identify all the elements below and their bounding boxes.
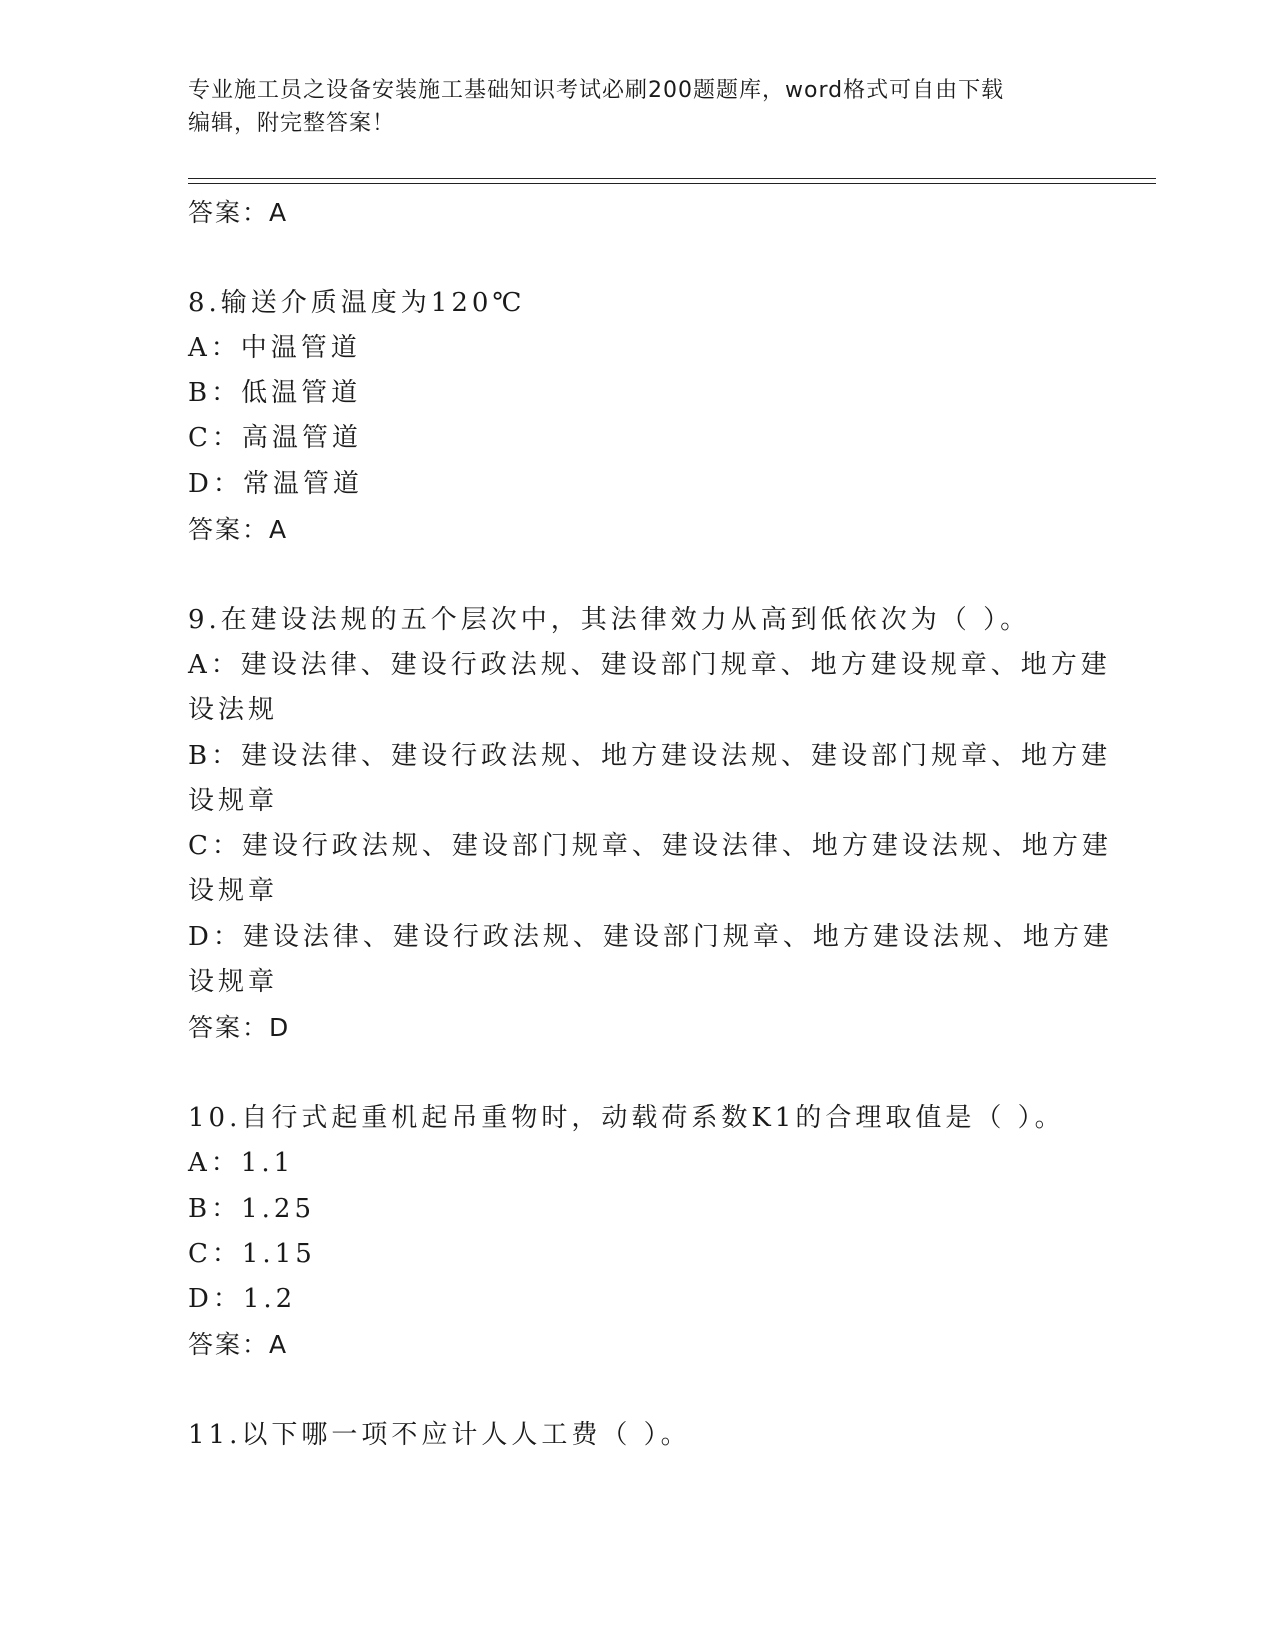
option-c: C：1.15 <box>188 1238 316 1269</box>
option-d: D：建设法律、建设行政法规、建设部门规章、地方建设法规、地方建 <box>188 921 1113 952</box>
option-b-continued: 设规章 <box>188 785 279 816</box>
option-c-continued: 设规章 <box>188 876 279 907</box>
header-divider-bottom <box>188 183 1156 184</box>
answer-line: 答案：A <box>188 198 289 227</box>
answer-line: 答案：A <box>188 1330 289 1360</box>
question-list <box>188 190 1113 1458</box>
option-a: A：1.1 <box>188 1148 295 1179</box>
option-a-continued: 设法规 <box>188 695 279 726</box>
option-d: D：常温管道 <box>188 468 363 499</box>
option-b: B：低温管道 <box>188 378 362 409</box>
option-c: C：建设行政法规、建设部门规章、建设法律、地方建设法规、地方建 <box>188 831 1112 862</box>
question-11 <box>188 1413 1088 1458</box>
document-header <box>188 74 1068 140</box>
question-stem: 9.在建设法规的五个层次中，其法律效力从高到低依次为（ ）。 <box>188 604 1031 635</box>
question-9 <box>188 598 1113 1051</box>
header-title-line-1: 专业施工员之设备安装施工基础知识考试必刷200题题库，word格式可自由下载 <box>188 78 1005 103</box>
spacer <box>188 1051 1088 1096</box>
question-stem: 11.以下哪一项不应计人人工费（ ）。 <box>188 1420 691 1451</box>
option-d-continued: 设规章 <box>188 967 279 998</box>
spacer <box>188 1368 1088 1413</box>
question-10 <box>188 1096 1088 1368</box>
option-c: C：高温管道 <box>188 423 362 454</box>
answer-line: 答案：A <box>188 515 289 545</box>
answer-line: 答案：D <box>188 1013 291 1043</box>
spacer <box>188 235 1088 280</box>
question-8 <box>188 281 1088 553</box>
question-stem: 10.自行式起重机起吊重物时，动载荷系数K1的合理取值是（ ）。 <box>188 1102 1065 1133</box>
option-a: A：中温管道 <box>188 332 361 363</box>
option-b: B：建设法律、建设行政法规、地方建设法规、建设部门规章、地方建 <box>188 740 1112 771</box>
header-title-line-2: 编辑，附完整答案！ <box>188 111 396 136</box>
question-stem: 8.输送介质温度为120℃ <box>188 287 526 318</box>
header-divider-top <box>188 178 1156 179</box>
option-d: D：1.2 <box>188 1284 297 1315</box>
spacer <box>188 552 1088 597</box>
option-a: A：建设法律、建设行政法规、建设部门规章、地方建设规章、地方建 <box>188 649 1111 680</box>
option-b: B：1.25 <box>188 1193 315 1224</box>
